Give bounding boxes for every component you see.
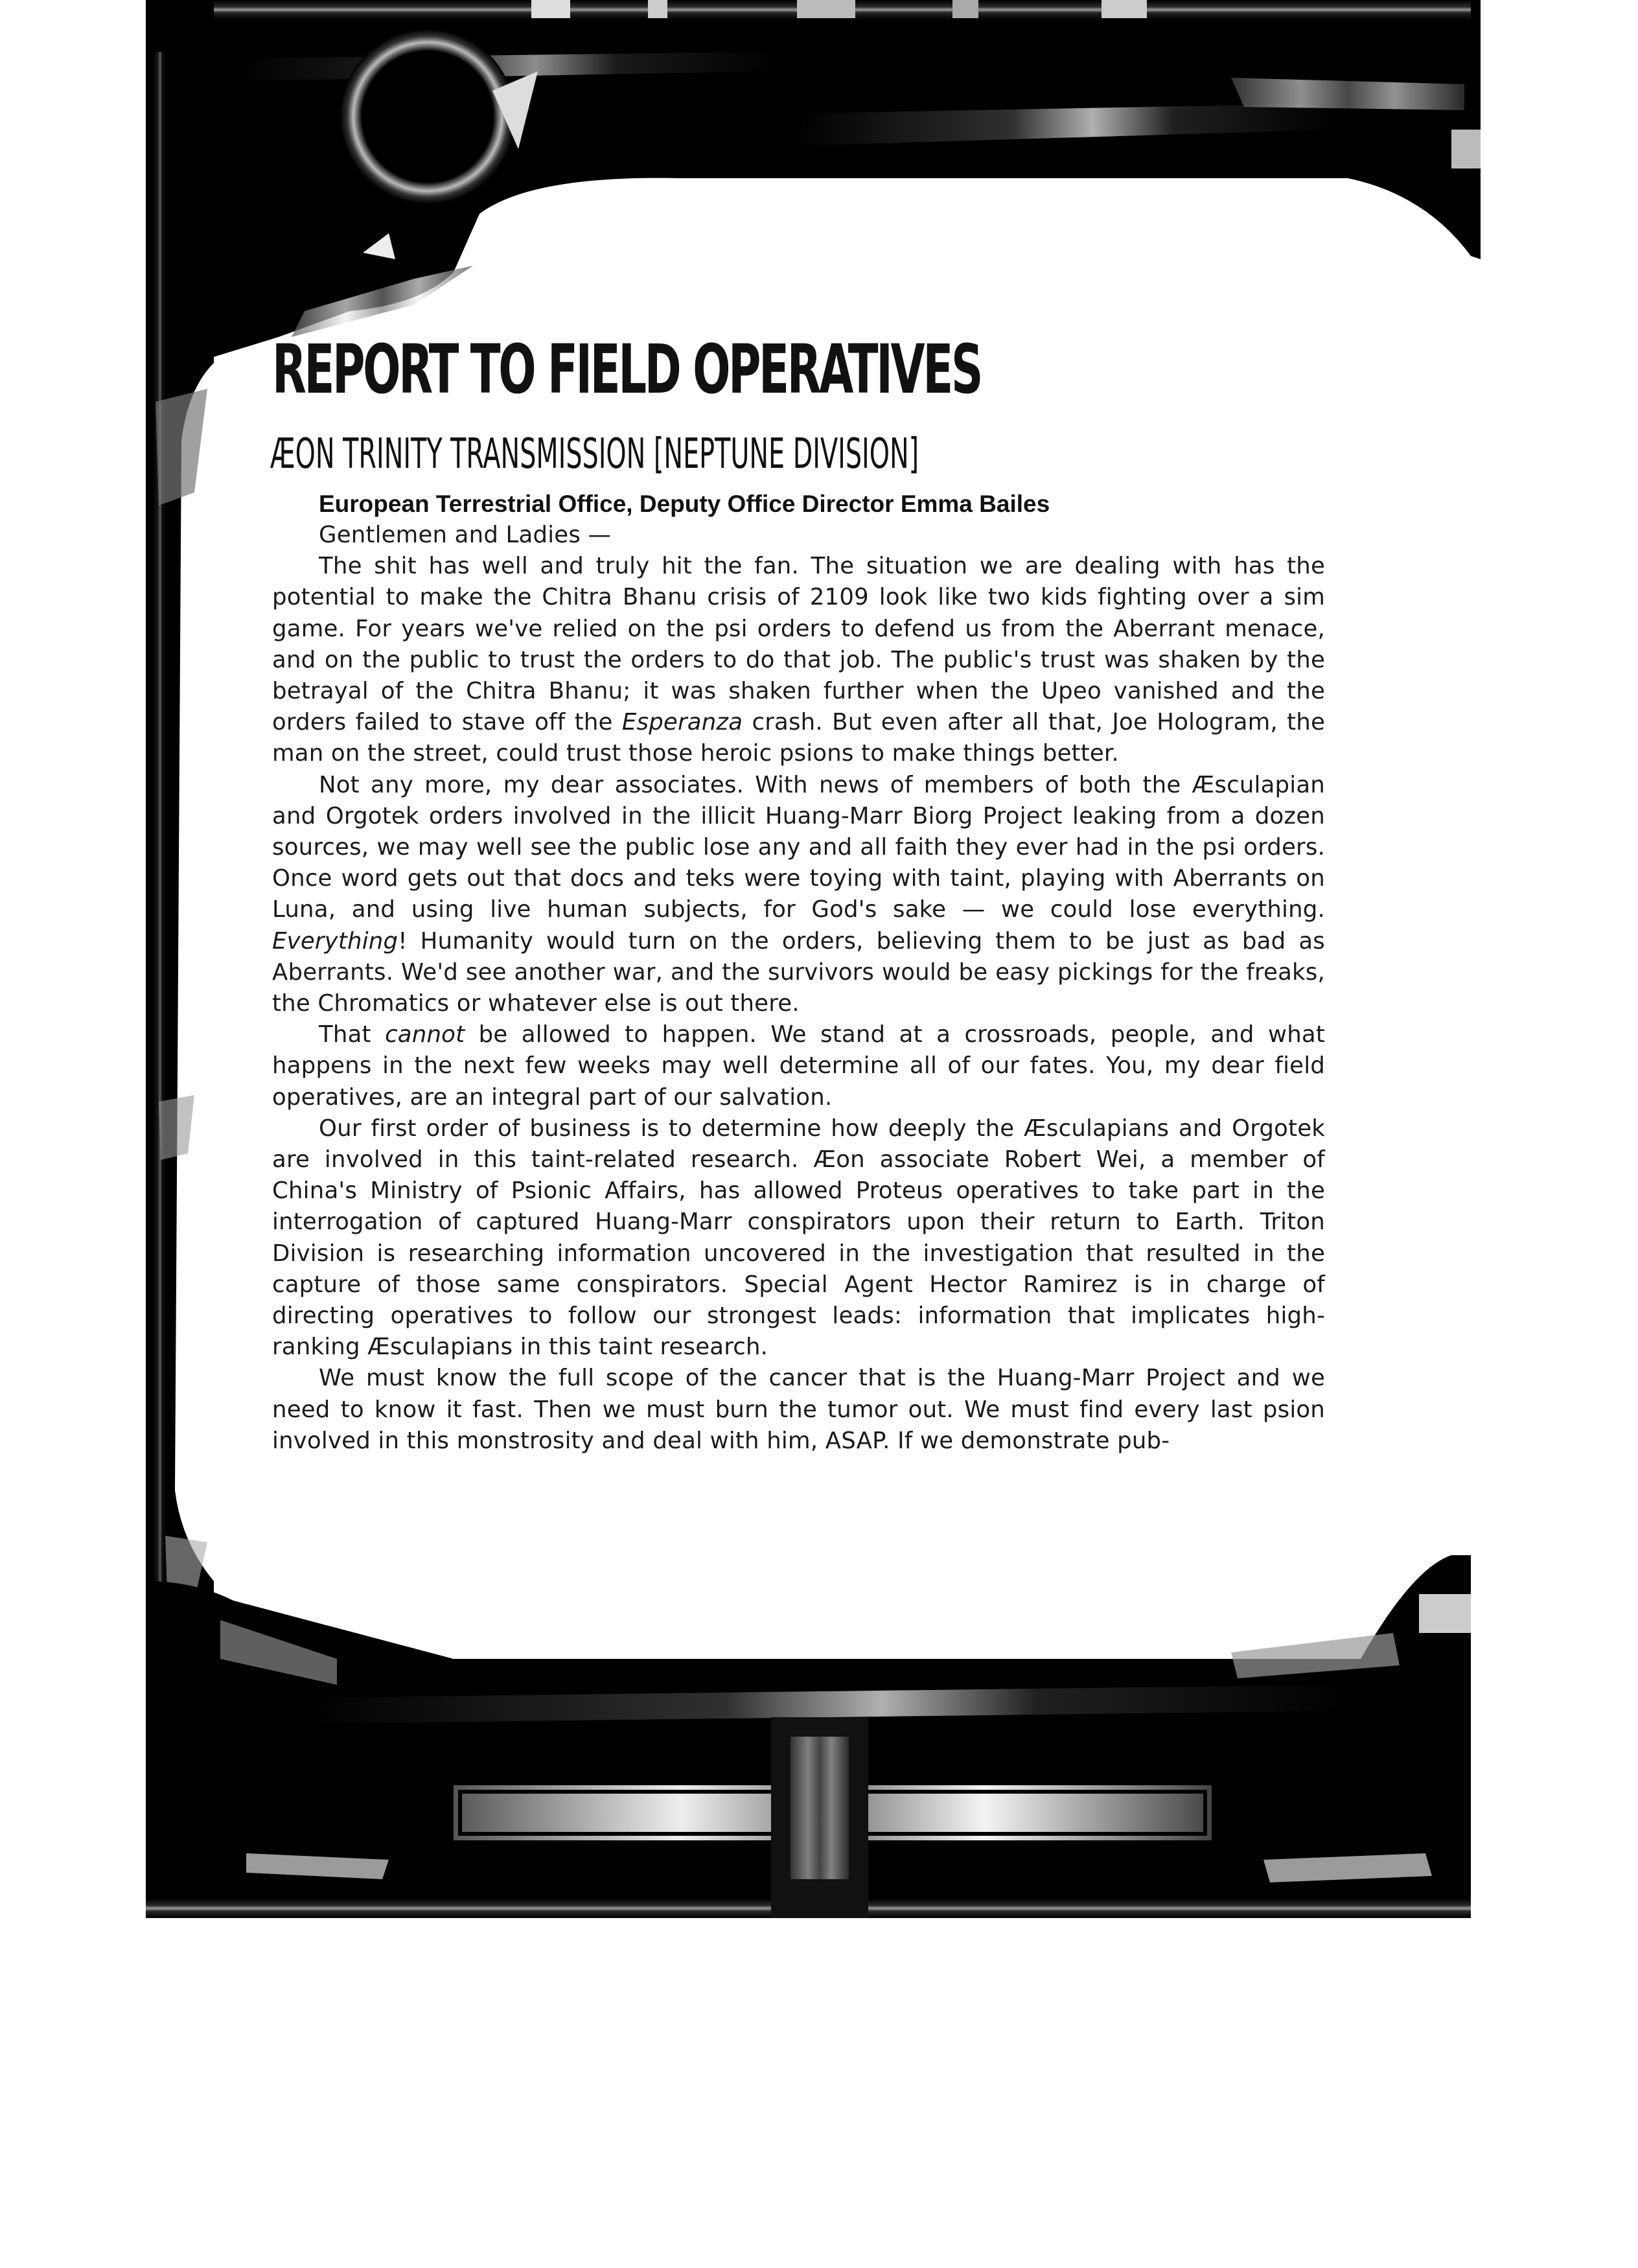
body-paragraph-1 [272,551,1325,769]
report-title: REPORT TO FIELD OPERATIVES [272,330,982,409]
salutation: Gentlemen and Ladies — [319,522,612,548]
paragraph-text: ! Humanity would turn on the orders, believing them to be just as bad as Aberrants. We'd see another war, and the survivors would be easy pickings for the freaks, the Chromatics or whatever else is out there. [272,927,1325,1017]
paragraph-text: The shit has well and truly hit the fan. The situation we are dealing with has the potential to make the Chitra Bhanu crisis of 2109 look like two kids fighting over a sim game. For years we've relied on the psi orders to defend us from the Aberrant menace, and on the public to trust the orders to do that job. The public's trust was shaken by the betrayal of the Chitra Bhanu; it was shaken further when the Upeo vanished and the orders failed to stave off the [272,553,1325,736]
body-paragraph-4: Our first order of business is to determine how deeply the Æsculapians and Orgotek are involved in this taint-related research. Æon associate Robert Wei, a member of China's Ministry of Psionic Affairs, has allowed Proteus operatives to take part in the interrogation of captured Huang-Marr conspirators upon their return to Earth. Triton Division is researching information uncovered in the investigation that resulted in the capture of those same conspirators. Special Agent Hector Ramirez is in charge of directing operatives to follow our strongest leads: information that implicates high-ranking Æsculapians in this taint research. [272,1115,1325,1361]
emphasis-text: Esperanza [621,709,743,736]
body-paragraph-2 [272,770,1325,1020]
body-paragraph-5: We must know the full scope of the cancer that is the Huang-Marr Project and we need to know it fast. Then we must burn the tumor out. We must find every last psion involved in this monstrosity and deal with him, ASAP. If we demonstrate pub- [272,1365,1325,1454]
paragraph-text: be allowed to happen. We stand at a crossroads, people, and what happens in the next few weeks may well determine all of our fates. You, my dear field operatives, are an integral part of our salvation. [272,1021,1325,1111]
transmission-heading: ÆON TRINITY TRANSMISSION [NEPTUNE DIVISION] [270,430,919,478]
sender-line: European Terrestrial Office, Deputy Office Director Emma Bailes [319,491,1050,517]
paragraph-text: crash. But even after all that, Joe Hologram, the man on the street, could trust those heroic psions to make things better. [272,709,1325,767]
body-paragraph-3 [272,1019,1325,1113]
report-content [272,330,1325,1457]
emphasis-text: cannot [385,1021,465,1048]
emphasis-text: Everything [272,927,398,955]
paragraph-text: That [319,1021,386,1048]
paragraph-text: Not any more, my dear associates. With news of members of both the Æsculapian and Orgotek orders involved in the illicit Huang-Marr Biorg Project leaking from a dozen sources, we may well see the public lose any and all faith they ever had in the psi orders. Once word gets out that docs and teks were toying with taint, playing with Aberrants on Luna, and using live human subjects, for God's sake — we could lose everything. [272,771,1325,923]
